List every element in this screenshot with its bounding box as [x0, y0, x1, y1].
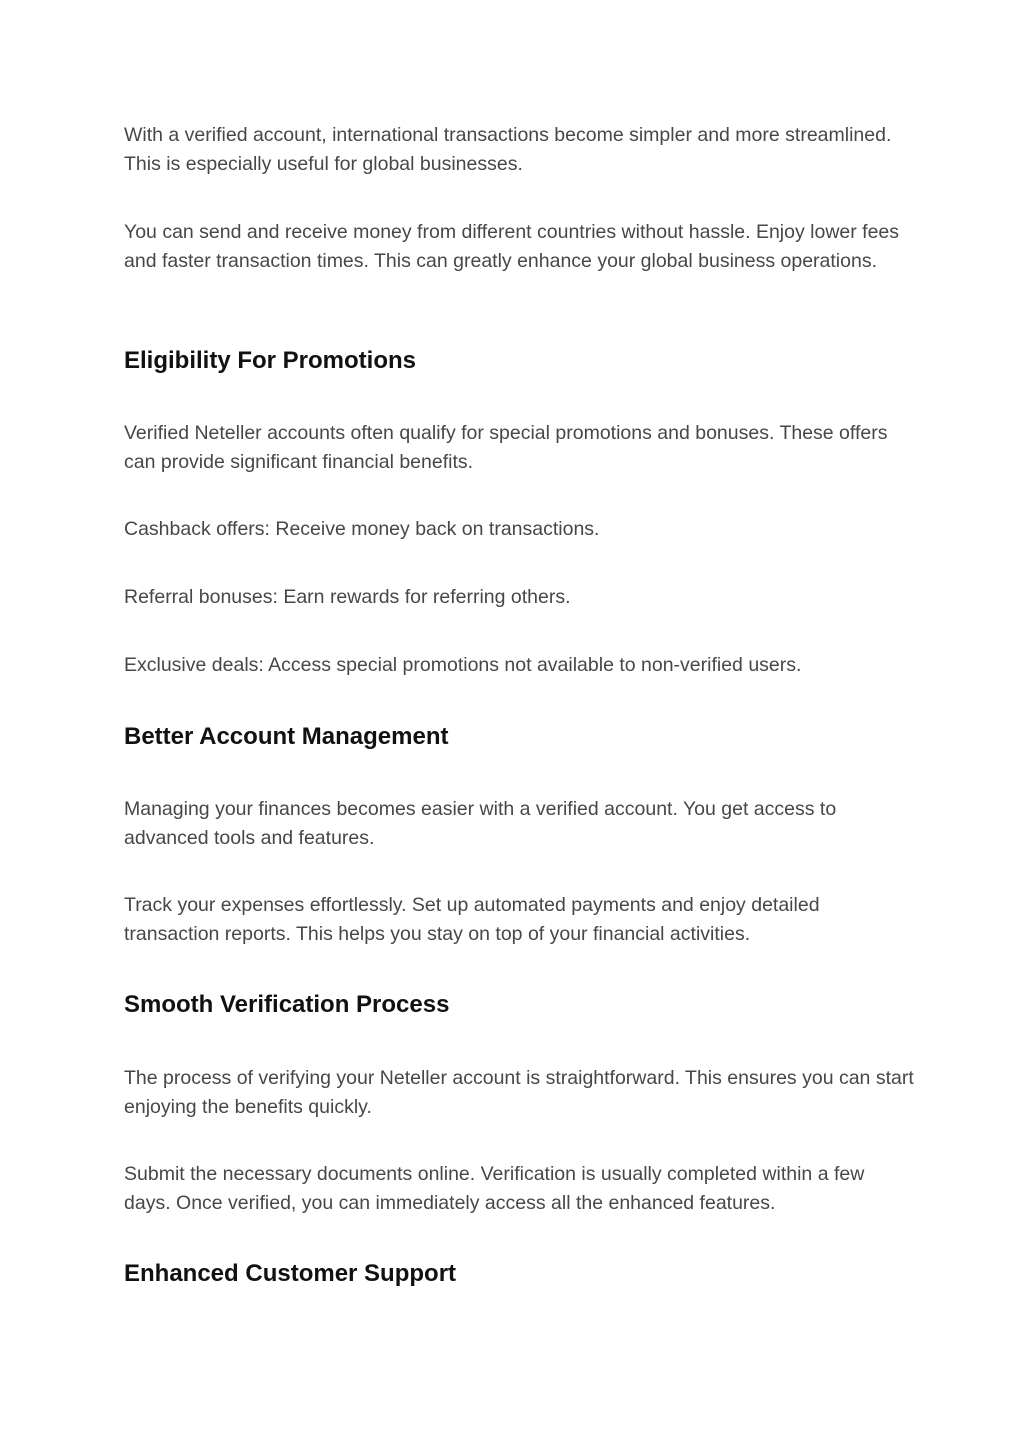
- paragraph-cashback-offers: Cashback offers: Receive money back on transactions.: [124, 518, 600, 540]
- paragraph-track-expenses: Track your expenses effortlessly. Set up automated payments and enjoy detailed transaction reports. This helps you stay on top of your financial activities.: [124, 894, 820, 945]
- paragraph-submit-documents: Submit the necessary documents online. Verification is usually completed within a few days. Once verified, you can immediately access all the enhanced features.: [124, 1163, 865, 1214]
- heading-eligibility-for-promotions: Eligibility For Promotions: [124, 347, 417, 374]
- paragraph-referral-bonuses: Referral bonuses: Earn rewards for referring others.: [124, 586, 571, 608]
- paragraph-managing-finances: Managing your finances becomes easier with a verified account. You get access to advanced tools and features.: [124, 798, 837, 849]
- paragraph-send-receive-money: You can send and receive money from different countries without hassle. Enjoy lower fees and faster transaction times. This can greatly enhance your global business operations.: [124, 221, 900, 272]
- heading-better-account-management: Better Account Management: [124, 723, 449, 750]
- paragraph-exclusive-deals: Exclusive deals: Access special promotions not available to non-verified users.: [124, 654, 802, 676]
- heading-smooth-verification-process: Smooth Verification Process: [124, 991, 450, 1018]
- heading-enhanced-customer-support: Enhanced Customer Support: [124, 1260, 457, 1287]
- paragraph-verification-process: The process of verifying your Neteller account is straightforward. This ensures you can start enjoying the benefits quickly.: [124, 1067, 914, 1118]
- paragraph-international-transactions: With a verified account, international transactions become simpler and more streamlined. This is especially useful for global businesses.: [124, 124, 892, 175]
- paragraph-promotions-intro: Verified Neteller accounts often qualify for special promotions and bonuses. These offers can provide significant financial benefits.: [124, 422, 888, 473]
